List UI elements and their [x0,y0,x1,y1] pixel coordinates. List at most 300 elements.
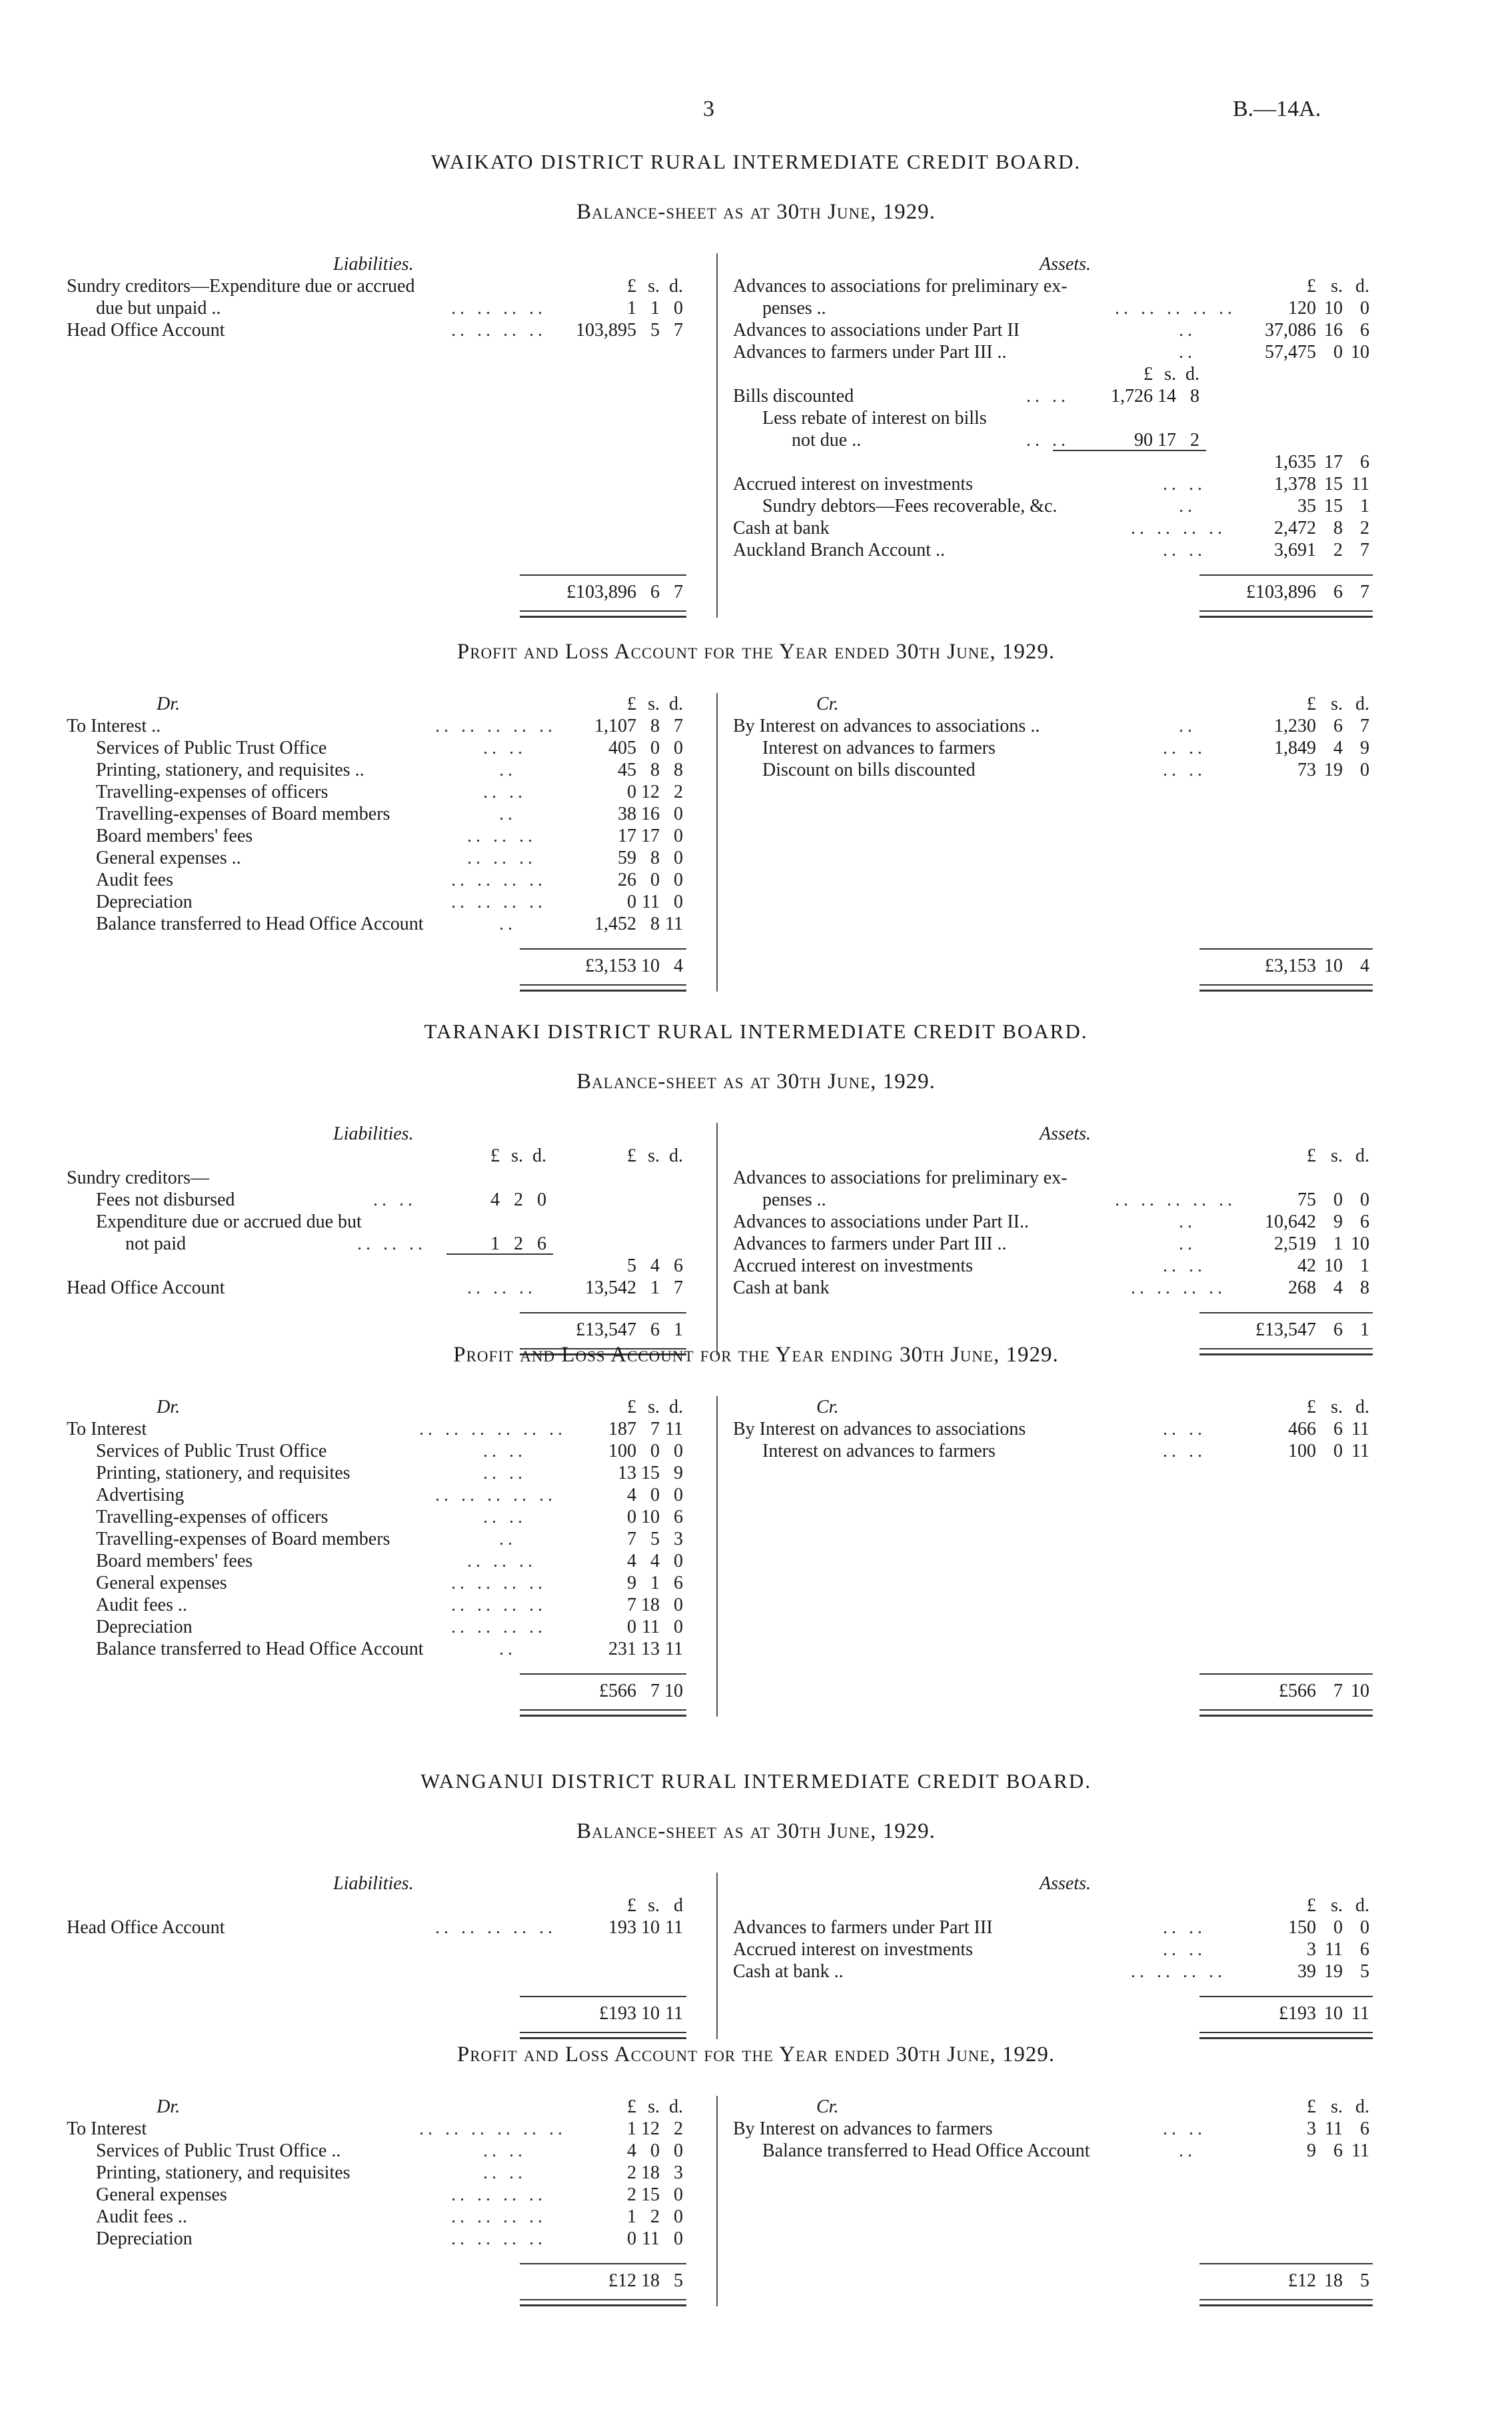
asset-row-amount-shillings: 0 [1333,1917,1343,1938]
assets-total-pence: 11 [1351,2003,1369,2024]
dr-row-label: To Interest [67,1419,147,1439]
asset-row-label: Advances to associations under Part II [733,320,1020,341]
asset-row-amount-shillings: 11 [1325,1939,1343,1960]
cr-row-amount-shillings: 11 [1325,2118,1343,2139]
cr-row-amount-shillings: 6 [1333,2140,1343,2161]
cr-money-header-pounds: £ [1307,694,1316,714]
liabilities-total-pounds: £193 [599,2003,636,2024]
page-number: 3 [703,97,714,121]
liability-row-amount-pence: 11 [665,1917,683,1938]
dr-row-amount-shillings: 10 [641,1507,660,1527]
asset-row-leader-dots: .. .. [1163,1255,1206,1276]
asset-row-amount-pence: 6 [1360,452,1369,472]
dr-row-amount-pence: 0 [674,738,683,758]
document-code: B.—14A. [1233,97,1321,121]
cr-total-pounds: £566 [1279,1681,1316,1701]
dr-total-pence: 4 [674,956,683,976]
asset-row-label: Advances to farmers under Part III .. [733,1233,1007,1254]
asset-row-amount-pence: 8 [1360,1277,1369,1298]
liability-row-amount-shillings: 5 [650,320,660,341]
dr-row-leader-dots: .. .. .. [467,826,536,846]
liability-row-amount-pounds: 13,542 [585,1277,636,1298]
dr-row-amount-shillings: 7 [650,1419,660,1439]
cr-label: Cr. [816,2096,839,2117]
cr-total-rule [1199,1673,1373,1675]
cr-row-amount-shillings: 19 [1324,760,1343,780]
cr-total-pounds: £3,153 [1265,956,1316,976]
liability-row-label: Sundry creditors—Expenditure due or accrued [67,276,415,297]
balance-sheet-divider [716,1873,718,2039]
asset-row-label: Advances to associations for preliminary ex- [733,276,1068,297]
liability-row-label: Expenditure due or accrued due but [96,1211,362,1232]
dr-total-double-rule [520,984,686,992]
asset-row-amount-shillings: 1 [1333,1233,1343,1254]
assets-label: Assets. [1040,254,1091,275]
liabilities-money-header-pounds: £ [627,1895,636,1916]
asset-row-label: not due .. [792,430,862,450]
cr-row-amount-pounds: 73 [1297,760,1316,780]
dr-row-leader-dots: .. .. .. .. .. [435,1485,556,1505]
asset-row-leader-dots: .. [1179,1211,1196,1232]
dr-total-double-rule [520,2299,686,2306]
cr-money-header-pence: d. [1355,694,1369,714]
cr-row-label: By Interest on advances to associations [733,1419,1026,1439]
dr-row-label: Audit fees [96,870,173,890]
dr-row-amount-pounds: 26 [618,870,636,890]
dr-total-shillings: 18 [641,2270,660,2291]
dr-row-amount-pence: 0 [674,1485,683,1505]
cr-row-amount-pence: 0 [1360,760,1369,780]
dr-row-amount-shillings: 11 [642,1617,660,1637]
dr-row-label: Travelling-expenses of Board members [96,1529,390,1549]
cr-row-leader-dots: .. .. [1163,760,1206,780]
cr-row-amount-shillings: 6 [1333,716,1343,736]
asset-row-label: Sundry debtors—Fees recoverable, &c. [762,496,1058,516]
dr-money-header-pounds: £ [627,694,636,714]
asset-row-inner-shillings: 17 [1157,430,1176,450]
dr-total-double-rule [520,1709,686,1717]
cr-row-label: Interest on advances to farmers [762,1441,996,1461]
liability-row-amount-pence: 0 [674,298,683,319]
asset-row-label: Accrued interest on investments [733,474,974,494]
asset-row-amount-shillings: 10 [1324,1255,1343,1276]
liability-row-inner-shillings: 2 [514,1190,523,1210]
cr-total-pence: 10 [1351,1681,1369,1701]
liability-row-amount-pounds: 193 [608,1917,636,1938]
cr-total-rule [1199,948,1373,950]
cr-total-shillings: 18 [1324,2270,1343,2291]
dr-row-amount-pence: 0 [674,1441,683,1461]
dr-total-pounds: £3,153 [585,956,636,976]
dr-row-amount-shillings: 0 [650,738,660,758]
asset-row-label: penses .. [762,1190,826,1210]
cr-row-amount-pence: 6 [1360,2118,1369,2139]
dr-row-amount-pounds: 2 [627,2184,636,2205]
dr-row-amount-pounds: 1 [627,2206,636,2227]
asset-row-leader-dots: .. .. [1026,386,1070,406]
liabilities-inner-header-pounds: £ [490,1146,500,1166]
dr-money-header-shillings: s. [648,694,660,714]
dr-row-amount-pounds: 0 [627,1507,636,1527]
cr-money-header-shillings: s. [1331,694,1343,714]
asset-row-label: Accrued interest on investments [733,1255,974,1276]
dr-row-label: General expenses .. [96,848,241,868]
assets-money-header-pence: d. [1355,276,1369,297]
asset-row-leader-dots: .. .. [1163,474,1206,494]
cr-row-leader-dots: .. [1179,2140,1196,2161]
asset-row-label: Auckland Branch Account .. [733,540,946,560]
cr-row-label: Discount on bills discounted [762,760,976,780]
liability-row-leader-dots: .. .. .. .. [451,298,546,319]
asset-row-inner-pounds: 90 [1134,430,1153,450]
balance-sheet-heading: Balance-sheet as at 30th June, 1929. [576,1819,936,1843]
asset-row-amount-pounds: 3,691 [1274,540,1316,560]
cr-row-amount-pounds: 9 [1307,2140,1316,2161]
dr-money-header-pence: d. [669,2096,683,2117]
liabilities-total-pounds: £103,896 [566,582,636,602]
asset-row-leader-dots: .. [1179,342,1196,363]
dr-row-amount-pounds: 17 [618,826,636,846]
cr-total-shillings: 7 [1333,1681,1343,1701]
cr-total-pence: 5 [1360,2270,1369,2291]
cr-row-label: By Interest on advances to farmers [733,2118,993,2139]
liability-row-amount-pence: 6 [674,1255,683,1276]
liability-row-leader-dots: .. .. [373,1190,416,1210]
assets-total-pence: 7 [1360,582,1369,602]
cr-row-amount-pence: 11 [1351,1441,1369,1461]
dr-row-leader-dots: .. [499,914,516,934]
liabilities-total-pence: 1 [674,1319,683,1340]
liabilities-total-pence: 7 [674,582,683,602]
dr-row-amount-shillings: 1 [650,1573,660,1593]
dr-row-amount-pounds: 45 [618,760,636,780]
asset-row-label: Advances to associations for preliminary ex- [733,1168,1068,1188]
asset-row-amount-pence: 5 [1360,1961,1369,1982]
assets-money-header-pence: d. [1355,1146,1369,1166]
cr-row-amount-pence: 11 [1351,1419,1369,1439]
assets-total-pence: 1 [1360,1319,1369,1340]
balance-sheet-heading: Balance-sheet as at 30th June, 1929. [576,200,936,224]
assets-money-header-shillings: s. [1331,276,1343,297]
dr-row-amount-pounds: 1 [627,2118,636,2139]
asset-row-amount-pounds: 75 [1297,1190,1316,1210]
asset-row-amount-shillings: 10 [1324,298,1343,319]
cr-money-header-pounds: £ [1307,2096,1316,2117]
liability-row-amount-pounds: 5 [627,1255,636,1276]
dr-row-leader-dots: .. .. [483,2162,526,2183]
dr-row-label: Advertising [96,1485,185,1505]
assets-total-shillings: 6 [1333,582,1343,602]
dr-row-leader-dots: .. .. .. .. .. [435,716,556,736]
dr-row-amount-shillings: 0 [650,1485,660,1505]
asset-row-amount-shillings: 19 [1324,1961,1343,1982]
asset-row-amount-pounds: 2,472 [1274,518,1316,538]
dr-row-leader-dots: .. .. .. .. [451,1573,546,1593]
asset-row-leader-dots: .. .. .. .. [1131,518,1226,538]
liabilities-inner-header-shillings: s. [511,1146,523,1166]
dr-row-amount-shillings: 8 [650,914,660,934]
dr-row-amount-shillings: 12 [641,782,660,802]
balance-sheet-divider [716,1123,718,1355]
dr-row-leader-dots: .. .. [483,782,526,802]
dr-row-amount-pounds: 0 [627,782,636,802]
cr-row-leader-dots: .. [1179,716,1196,736]
cr-row-label: Balance transferred to Head Office Account [762,2140,1090,2161]
asset-row-amount-pence: 0 [1360,298,1369,319]
dr-row-amount-pence: 0 [674,826,683,846]
cr-total-pounds: £12 [1288,2270,1316,2291]
asset-row-label: penses .. [762,298,826,319]
liabilities-label: Liabilities. [333,254,414,275]
asset-row-leader-dots: .. .. [1026,430,1070,450]
asset-row-amount-pounds: 268 [1288,1277,1316,1298]
dr-row-label: Balance transferred to Head Office Account [96,1639,424,1659]
liability-row-amount-pounds: 1 [627,298,636,319]
cr-money-header-shillings: s. [1331,1397,1343,1417]
dr-money-header-shillings: s. [648,1397,660,1417]
assets-label: Assets. [1040,1124,1091,1144]
liabilities-total-rule [520,1312,686,1313]
dr-row-label: Printing, stationery, and requisites .. [96,760,365,780]
liabilities-total-shillings: 6 [650,582,660,602]
liability-row-label: Head Office Account [67,1917,225,1938]
profit-loss-divider [716,1396,718,1717]
dr-money-header-pounds: £ [627,2096,636,2117]
asset-row-amount-shillings: 15 [1324,496,1343,516]
assets-total-shillings: 10 [1324,2003,1343,2024]
asset-row-amount-shillings: 16 [1324,320,1343,341]
assets-total-pounds: £193 [1279,2003,1316,2024]
assets-money-header-pounds: £ [1307,1895,1316,1916]
cr-label: Cr. [816,1397,839,1417]
dr-row-amount-shillings: 0 [650,1441,660,1461]
dr-row-amount-pounds: 405 [608,738,636,758]
asset-row-inner-pence: 8 [1190,386,1199,406]
dr-total-rule [520,948,686,950]
cr-total-double-rule [1199,984,1373,992]
board-title: WANGANUI DISTRICT RURAL INTERMEDIATE CREDIT BOARD. [420,1769,1092,1793]
liability-row-amount-shillings: 4 [650,1255,660,1276]
dr-row-amount-shillings: 8 [650,848,660,868]
asset-row-label: Accrued interest on investments [733,1939,974,1960]
cr-row-amount-pounds: 466 [1288,1419,1316,1439]
asset-row-amount-pounds: 2,519 [1274,1233,1316,1254]
dr-row-label: General expenses [96,2184,227,2205]
dr-row-label: Depreciation [96,2228,193,2249]
cr-row-amount-pence: 11 [1351,2140,1369,2161]
profit-loss-heading: Profit and Loss Account for the Year ended 30th June, 1929. [456,640,1056,664]
profit-loss-heading: Profit and Loss Account for the Year ended 30th June, 1929. [456,2042,1056,2066]
asset-row-leader-dots: .. .. [1163,1939,1206,1960]
assets-total-double-rule [1199,2032,1373,2039]
dr-money-header-pence: d. [669,1397,683,1417]
dr-row-amount-shillings: 0 [650,2140,660,2161]
asset-row-inner-shillings: 14 [1157,386,1176,406]
liability-row-leader-dots: .. .. .. [467,1277,536,1298]
dr-row-amount-pence: 11 [665,1639,683,1659]
asset-row-leader-dots: .. [1179,320,1196,341]
cr-row-amount-pence: 9 [1360,738,1369,758]
dr-row-amount-pence: 0 [674,2228,683,2249]
liability-row-amount-shillings: 10 [641,1917,660,1938]
assets-money-header-shillings: s. [1331,1146,1343,1166]
liabilities-money-header-shillings: s. [648,1895,660,1916]
dr-row-amount-shillings: 8 [650,760,660,780]
asset-row-amount-pounds: 35 [1297,496,1316,516]
asset-row-amount-shillings: 0 [1333,342,1343,363]
liabilities-money-header-shillings: s. [648,1146,660,1166]
liability-row-inner-shillings: 2 [514,1233,523,1254]
dr-label: Dr. [157,1397,181,1417]
dr-row-amount-shillings: 5 [650,1529,660,1549]
dr-row-amount-pence: 0 [674,804,683,824]
dr-row-amount-pounds: 1,452 [594,914,636,934]
dr-total-pounds: £12 [608,2270,636,2291]
liabilities-money-header-shillings: s. [648,276,660,297]
dr-row-leader-dots: .. .. .. .. [451,2228,546,2249]
cr-total-pence: 4 [1360,956,1369,976]
dr-row-leader-dots: .. .. .. .. .. .. [419,2118,566,2139]
liability-row-inner-pounds: 4 [490,1190,500,1210]
dr-row-amount-pence: 2 [674,2118,683,2139]
asset-row-amount-pence: 6 [1360,320,1369,341]
dr-row-amount-pounds: 7 [627,1595,636,1615]
liability-row-inner-pence: 6 [537,1233,546,1254]
dr-row-label: Board members' fees [96,1551,253,1571]
dr-row-amount-pounds: 231 [608,1639,636,1659]
asset-row-amount-pounds: 37,086 [1265,320,1316,341]
asset-row-amount-pence: 1 [1360,1255,1369,1276]
asset-row-amount-pounds: 150 [1288,1917,1316,1938]
liabilities-label: Liabilities. [333,1124,414,1144]
dr-row-amount-pence: 0 [674,1617,683,1637]
cr-row-amount-shillings: 6 [1333,1419,1343,1439]
assets-money-header-shillings: s. [1331,1895,1343,1916]
dr-row-leader-dots: .. .. .. .. [451,870,546,890]
dr-row-amount-shillings: 11 [642,2228,660,2249]
asset-row-amount-pounds: 120 [1288,298,1316,319]
liabilities-money-header-pounds: £ [627,1146,636,1166]
dr-row-amount-pence: 0 [674,2184,683,2205]
profit-loss-divider [716,2096,718,2306]
dr-row-leader-dots: .. [499,804,516,824]
dr-row-amount-shillings: 12 [641,2118,660,2139]
liabilities-money-header-pence: d [674,1895,683,1916]
dr-row-amount-pence: 11 [665,1419,683,1439]
liabilities-total-shillings: 6 [650,1319,660,1340]
dr-row-leader-dots: .. .. .. [467,1551,536,1571]
assets-money-header-pence: d. [1355,1895,1369,1916]
asset-row-amount-pounds: 1,635 [1274,452,1316,472]
cr-row-leader-dots: .. .. [1163,738,1206,758]
asset-row-leader-dots: .. .. .. .. [1131,1277,1226,1298]
dr-row-leader-dots: .. .. [483,1507,526,1527]
asset-row-leader-dots: .. .. .. .. .. [1115,298,1236,319]
liability-row-amount-shillings: 1 [650,1277,660,1298]
dr-row-amount-pounds: 100 [608,1441,636,1461]
liabilities-total-pence: 11 [665,2003,683,2024]
dr-row-label: Services of Public Trust Office [96,738,327,758]
dr-row-label: To Interest [67,2118,147,2139]
liabilities-inner-header-pence: d. [532,1146,546,1166]
liability-row-amount-pence: 7 [674,320,683,341]
dr-row-amount-pence: 11 [665,914,683,934]
dr-row-amount-pounds: 0 [627,2228,636,2249]
liabilities-label: Liabilities. [333,1873,414,1894]
dr-row-amount-pence: 8 [674,760,683,780]
dr-row-leader-dots: .. .. [483,1463,526,1483]
asset-row-amount-pence: 0 [1360,1917,1369,1938]
asset-row-amount-shillings: 8 [1333,518,1343,538]
dr-row-label: Depreciation [96,1617,193,1637]
dr-row-leader-dots: .. [499,1529,516,1549]
cr-total-shillings: 10 [1324,956,1343,976]
dr-row-leader-dots: .. .. [483,738,526,758]
asset-row-amount-pence: 1 [1360,496,1369,516]
asset-row-inner-pence: 2 [1190,430,1199,450]
dr-row-amount-shillings: 4 [650,1551,660,1571]
dr-row-amount-shillings: 2 [650,2206,660,2227]
balance-sheet-divider [716,253,718,618]
cr-total-double-rule [1199,2299,1373,2306]
liabilities-total-double-rule [520,610,686,618]
liability-row-leader-dots: .. .. .. [357,1233,426,1254]
dr-total-rule [520,1673,686,1675]
dr-row-amount-pounds: 9 [627,1573,636,1593]
asset-row-label: Cash at bank .. [733,1961,844,1982]
assets-total-pounds: £13,547 [1255,1319,1316,1340]
dr-row-amount-pence: 7 [674,716,683,736]
liabilities-total-pounds: £13,547 [576,1319,636,1340]
dr-row-amount-shillings: 18 [641,2162,660,2183]
cr-money-header-pence: d. [1355,2096,1369,2117]
dr-row-leader-dots: .. .. .. .. [451,1595,546,1615]
asset-row-amount-shillings: 2 [1333,540,1343,560]
dr-total-pence: 10 [664,1681,683,1701]
assets-total-double-rule [1199,610,1373,618]
liabilities-total-rule [520,1996,686,1997]
asset-row-amount-pence: 6 [1360,1939,1369,1960]
asset-row-amount-shillings: 9 [1333,1211,1343,1232]
dr-row-label: Travelling-expenses of officers [96,782,329,802]
liabilities-total-double-rule [520,2032,686,2039]
liability-row-inner-pence: 0 [537,1190,546,1210]
dr-row-amount-pounds: 38 [618,804,636,824]
cr-row-amount-shillings: 0 [1333,1441,1343,1461]
cr-row-leader-dots: .. .. [1163,1441,1206,1461]
dr-row-amount-pence: 0 [674,848,683,868]
cr-row-label: By Interest on advances to associations .. [733,716,1040,736]
dr-row-amount-pence: 0 [674,2206,683,2227]
liability-row-label: due but unpaid .. [96,298,221,319]
dr-row-amount-shillings: 16 [641,804,660,824]
dr-row-amount-pounds: 1,107 [594,716,636,736]
liabilities-total-shillings: 10 [641,2003,660,2024]
dr-total-shillings: 7 [650,1681,660,1701]
asset-row-amount-pounds: 39 [1297,1961,1316,1982]
asset-row-amount-shillings: 4 [1333,1277,1343,1298]
asset-row-amount-pounds: 42 [1297,1255,1316,1276]
profit-loss-divider [716,693,718,992]
cr-row-amount-pounds: 1,849 [1274,738,1316,758]
asset-row-amount-pence: 6 [1360,1211,1369,1232]
dr-row-leader-dots: .. .. .. .. [451,2206,546,2227]
board-title: WAIKATO DISTRICT RURAL INTERMEDIATE CREDIT BOARD. [430,150,1082,173]
liability-row-leader-dots: .. .. .. .. .. [435,1917,556,1938]
liability-row-label: Head Office Account [67,320,225,341]
cr-row-amount-pounds: 1,230 [1274,716,1316,736]
dr-label: Dr. [157,2096,181,2117]
